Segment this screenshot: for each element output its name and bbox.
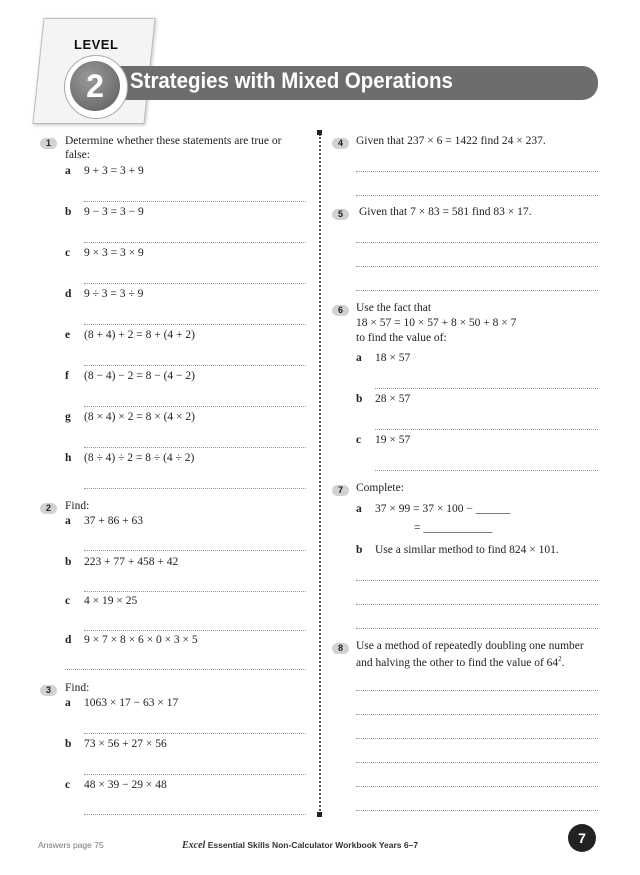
q2-part-d-letter: d [65,634,72,646]
q1-part-a-letter: a [65,165,71,177]
page-title: Strategies with Mixed Operations [130,68,453,93]
q2-part-a-text: 37 + 86 + 63 [84,515,143,527]
answer-line[interactable] [84,591,306,592]
answer-line[interactable] [84,242,306,243]
q6-part-c-letter: c [356,434,362,446]
answer-line[interactable] [356,195,598,196]
column-divider [319,134,321,814]
divider-bottom-cap [317,812,322,817]
q6-part-b-letter: b [356,393,363,405]
q1-part-e-letter: e [65,329,71,341]
q1-part-b-text: 9 − 3 = 3 − 9 [84,206,144,218]
q1-part-c-text: 9 × 3 = 3 × 9 [84,247,144,259]
answer-line[interactable] [356,690,598,691]
answer-line[interactable] [356,266,598,267]
q8-exponent: 2 [558,655,562,663]
q2-part-a-letter: a [65,515,71,527]
answer-line[interactable] [356,786,598,787]
question-1-prompt-line1: Determine whether these statements are true or [65,135,282,147]
q1-part-d-letter: d [65,288,72,300]
answer-line[interactable] [356,628,598,629]
question-4-prompt: Given that 237 × 6 = 1422 find 24 × 237. [356,135,546,147]
q1-part-b-letter: b [65,206,72,218]
q6-part-b-text: 28 × 57 [375,393,411,405]
answer-line[interactable] [356,738,598,739]
question-2-prompt: Find: [65,500,90,512]
q1-part-a-text: 9 + 3 = 3 + 9 [84,165,144,177]
answer-line[interactable] [84,814,306,815]
q3-part-c-letter: c [65,779,71,791]
question-7-prompt: Complete: [356,482,404,494]
book-name: Essential Skills Non-Calculator Workbook Years 6–7 [205,840,419,850]
q1-part-g-letter: g [65,411,71,423]
q2-part-d-text: 9 × 7 × 8 × 6 × 0 × 3 × 5 [84,634,198,646]
answers-reference: Answers page 75 [38,840,104,850]
answer-line[interactable] [356,714,598,715]
q7-part-b-text: Use a similar method to find 824 × 101. [375,544,559,556]
answer-line[interactable] [356,604,598,605]
answer-line[interactable] [356,762,598,763]
question-1-prompt-line2: false: [65,149,90,161]
q2-part-c-text: 4 × 19 × 25 [84,595,138,607]
answer-line[interactable] [356,580,598,581]
answer-line[interactable] [84,201,306,202]
answer-line[interactable] [65,669,306,670]
answer-line[interactable] [84,406,306,407]
q8-text: and halving the other to find the value of 64 [356,656,559,669]
q1-part-h-letter: h [65,452,72,464]
brand-name: Excel [182,840,206,851]
answer-line[interactable] [375,429,598,430]
question-2-number: 2 [40,503,57,514]
question-3-number: 3 [40,685,57,696]
q1-part-f-letter: f [65,370,69,382]
q3-part-b-text: 73 × 56 + 27 × 56 [84,738,167,750]
q1-part-d-text: 9 ÷ 3 = 3 ÷ 9 [84,288,144,300]
answer-line[interactable] [84,447,306,448]
q6-part-c-text: 19 × 57 [375,434,411,446]
q7-part-b-letter: b [356,544,363,556]
q7-part-a-line1: 37 × 99 = 37 × 100 − ______ [375,503,511,515]
question-5-number: 5 [332,209,349,220]
answer-line[interactable] [84,324,306,325]
answer-line[interactable] [84,550,306,551]
question-6-prompt-line2: 18 × 57 = 10 × 57 + 8 × 50 + 8 × 7 [356,317,517,329]
q6-part-a-text: 18 × 57 [375,352,411,364]
q3-part-b-letter: b [65,738,72,750]
question-8-prompt-line2 [356,655,565,669]
page-number: 7 [568,824,596,852]
answer-line[interactable] [356,242,598,243]
question-8-prompt-line1: Use a method of repeatedly doubling one number [356,640,584,652]
question-3-prompt: Find: [65,682,90,694]
answer-line[interactable] [84,630,306,631]
answer-line[interactable] [356,290,598,291]
q7-part-a-letter: a [356,503,362,515]
q2-part-b-text: 223 + 77 + 458 + 42 [84,556,179,568]
answer-line[interactable] [356,810,598,811]
q1-part-g-text: (8 × 4) × 2 = 8 × (4 × 2) [84,411,195,423]
answer-line[interactable] [84,365,306,366]
question-6-number: 6 [332,305,349,316]
q3-part-a-letter: a [65,697,71,709]
q1-part-e-text: (8 + 4) + 2 = 8 + (4 + 2) [84,329,195,341]
question-6-prompt-line1: Use the fact that [356,302,432,314]
question-4-number: 4 [332,138,349,149]
book-title [182,840,418,851]
q8-period: . [561,656,565,669]
level-label: LEVEL [74,37,119,52]
q6-part-a-letter: a [356,352,362,364]
q1-part-c-letter: c [65,247,71,259]
level-number: 2 [86,68,104,104]
q1-part-f-text: (8 − 4) − 2 = 8 − (4 − 2) [84,370,195,382]
answer-line[interactable] [375,388,598,389]
q2-part-b-letter: b [65,556,72,568]
q1-part-h-text: (8 ÷ 4) ÷ 2 = 8 ÷ (4 ÷ 2) [84,452,195,464]
q7-part-a-line2: = ____________ [414,522,493,534]
q2-part-c-letter: c [65,595,71,607]
question-1-number: 1 [40,138,57,149]
answer-line[interactable] [84,283,306,284]
question-6-prompt-line3: to find the value of: [356,332,447,344]
answer-line[interactable] [84,774,306,775]
answer-line[interactable] [84,488,306,489]
q3-part-a-text: 1063 × 17 − 63 × 17 [84,697,179,709]
answer-line[interactable] [84,733,306,734]
question-8-number: 8 [332,643,349,654]
divider-top-cap [317,130,322,135]
question-5-prompt: Given that 7 × 83 = 581 find 83 × 17. [359,206,532,218]
answer-line[interactable] [375,470,598,471]
q3-part-c-text: 48 × 39 − 29 × 48 [84,779,167,791]
answer-line[interactable] [356,171,598,172]
question-7-number: 7 [332,485,349,496]
